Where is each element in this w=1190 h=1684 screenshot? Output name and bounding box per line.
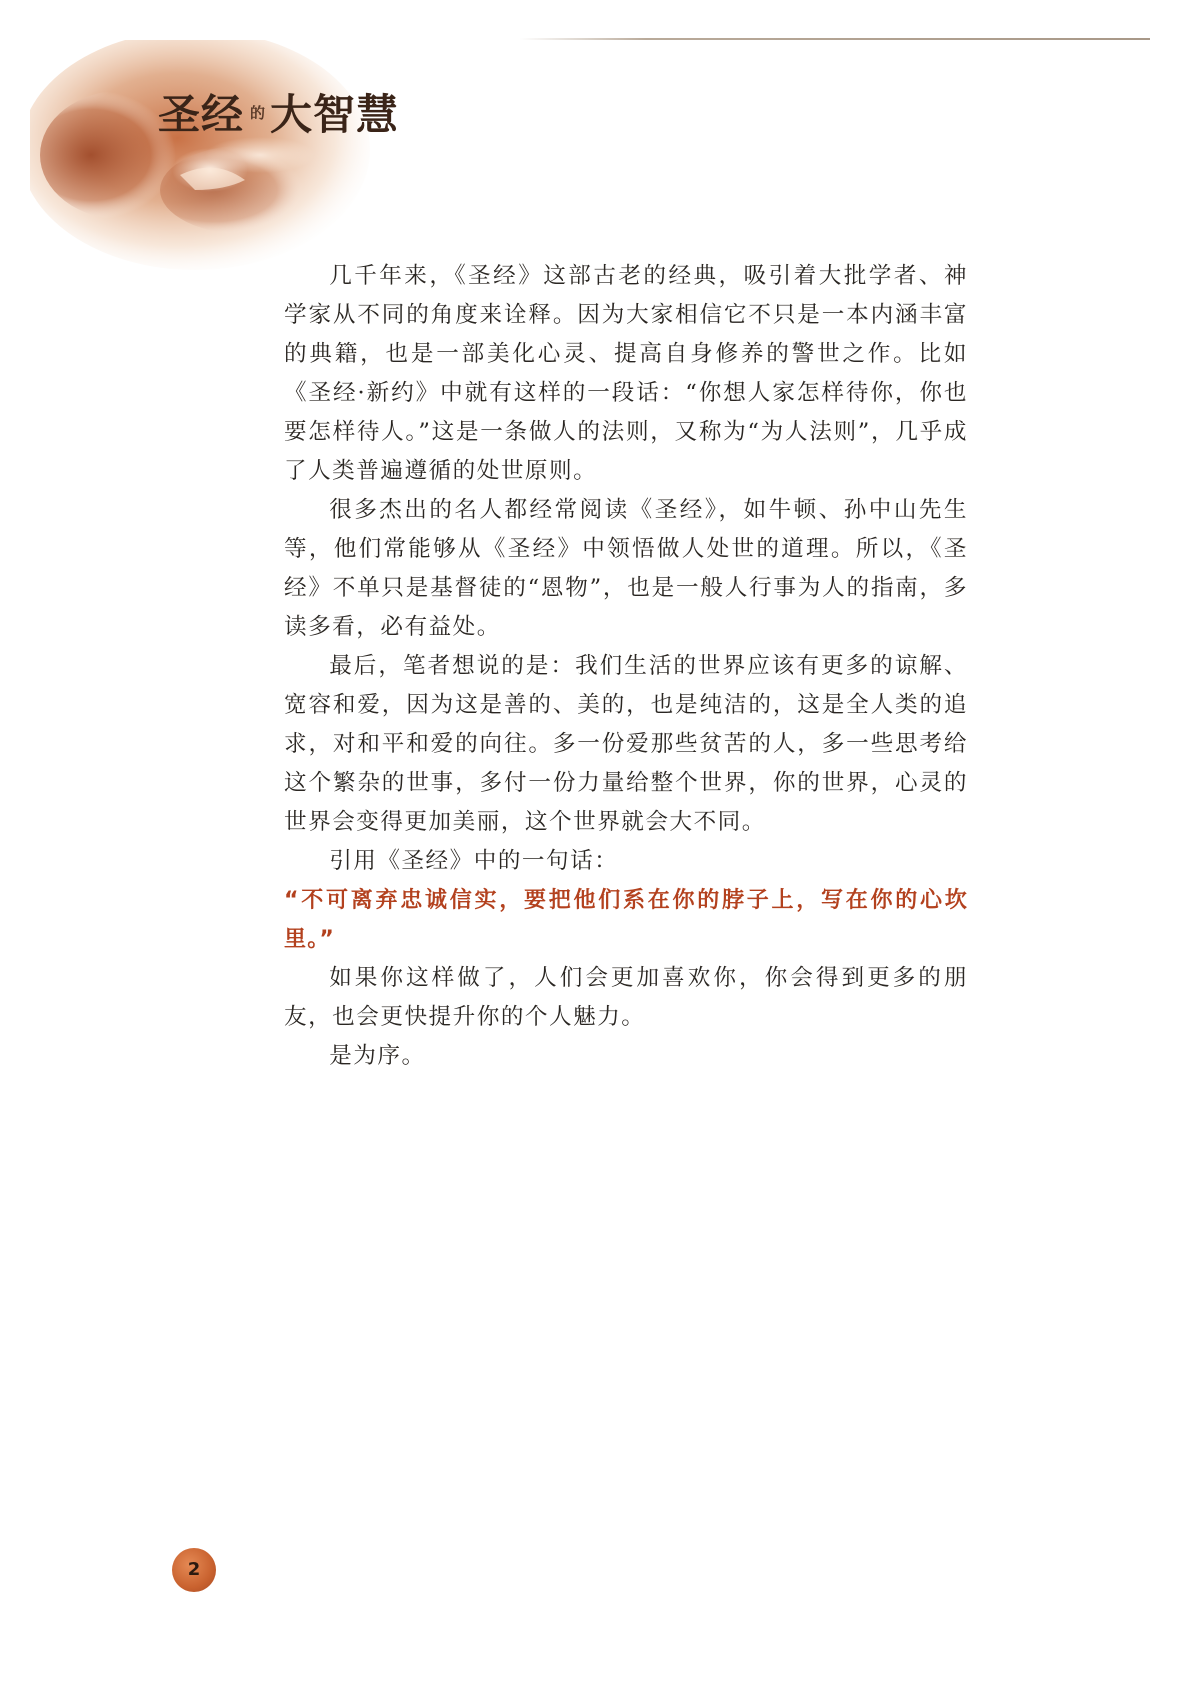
paragraph-3: 最后，笔者想说的是：我们生活的世界应该有更多的谅解、宽容和爱，因为这是善的、美的，也是纯洁的，这是全人类的追求，对和平和爱的向往。多一份爱那些贫苦的人，多一些思考给这个繁杂的世事，多付一份力量给整个世界，你的世界，心灵的世界会变得更加美丽，这个世界就会大不同。 xyxy=(284,653,968,835)
title-connector: 的 xyxy=(250,104,267,122)
top-divider-line xyxy=(520,38,1150,40)
book-title-header xyxy=(158,90,400,139)
paragraph-after-quote: 如果你这样做了，人们会更加喜欢你，你会得到更多的朋友，也会更快提升你的个人魅力。 xyxy=(284,965,968,1030)
title-part-1: 圣经 xyxy=(158,90,245,139)
bible-quote: “不可离弃忠诚信实，要把他们系在你的脖子上，写在你的心坎里。” xyxy=(284,888,968,952)
paragraph-2: 很多杰出的名人都经常阅读《圣经》，如牛顿、孙中山先生等，他们常能够从《圣经》中领悟做人处世的道理。所以，《圣经》不单只是基督徒的“恩物”，也是一般人行事为人的指南，多读多看，必有益处。 xyxy=(284,497,968,640)
paragraph-4: 引用《圣经》中的一句话： xyxy=(329,848,619,874)
preface-body xyxy=(284,257,968,1076)
header-cloud-illustration xyxy=(30,40,390,270)
paragraph-1: 几千年来，《圣经》这部古老的经典，吸引着大批学者、神学家从不同的角度来诠释。因为大家相信它不只是一本内涵丰富的典籍，也是一部美化心灵、提高自身修养的警世之作。比如《圣经·新约》中就有这样的一段话：“你想人家怎样待你，你也要怎样待人。”这是一条做人的法则，又称为“为人法则”，几乎成了人类普遍遵循的处世原则。 xyxy=(284,263,968,484)
page-number-badge: 2 xyxy=(172,1548,216,1592)
title-part-2: 大智慧 xyxy=(270,90,400,139)
closing-line: 是为序。 xyxy=(329,1043,426,1069)
